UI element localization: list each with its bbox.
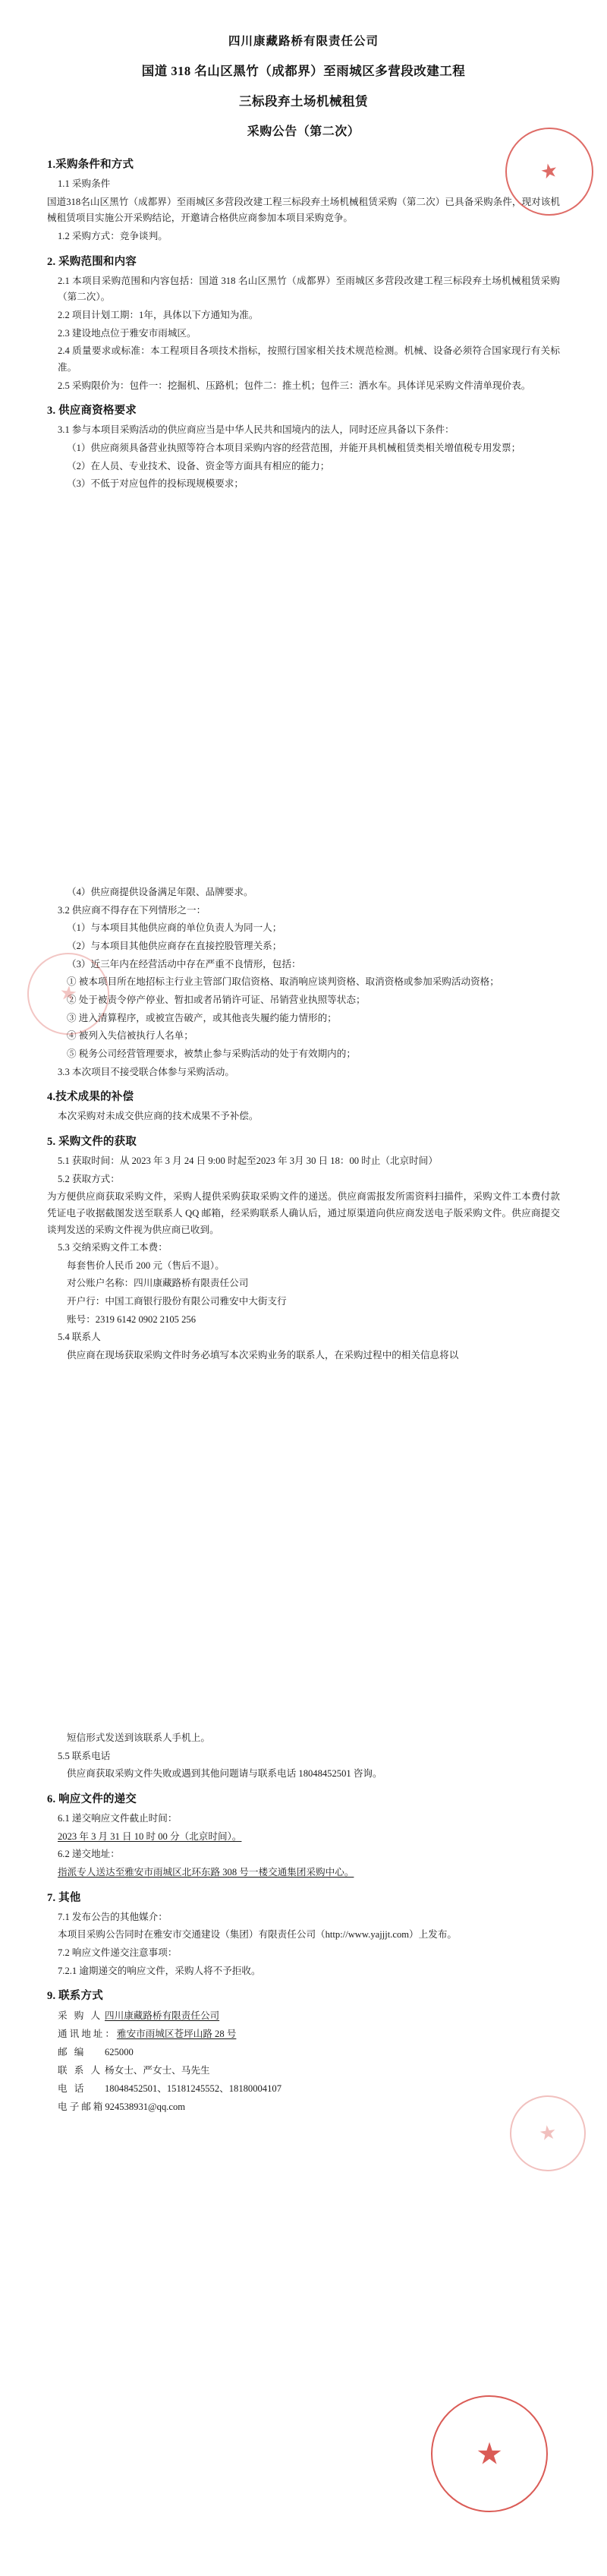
- section-3-item: 3.1 参与本项目采购活动的供应商应当是中华人民共和国境内的法人，同时还应具备以下条件：: [58, 424, 454, 436]
- seal-star-icon: ★: [538, 158, 561, 184]
- section-1-2-heading: 1.2 采购方式：竞争谈判。: [58, 230, 168, 241]
- section-2-heading: 2. 采购范围和内容: [47, 255, 137, 268]
- seal-star-icon: ★: [537, 2120, 558, 2146]
- section-5-2-heading: 5.2 获取方式：: [58, 1173, 120, 1184]
- contact-key: 联 系 人: [58, 2064, 103, 2076]
- section-5-5-text: 供应商获取采购文件失败或遇到其他问题请与联系电话 18048452501 咨询。: [67, 1768, 382, 1780]
- section-1-heading: 1.采购条件和方式: [47, 159, 134, 171]
- section-1-1-heading: 1.1 采购条件: [58, 178, 111, 189]
- document-page-1: [0, 0, 607, 839]
- document-page-2: [0, 839, 607, 1682]
- section-7-1-text: 本项目采购公告同时在雅安市交通建设（集团）有限责任公司（http://www.yajjjt.com）上发布。: [58, 1929, 458, 1941]
- section-6-2-heading: 6.2 递交地址：: [58, 1849, 120, 1860]
- section-3-item: （1）供应商须具备营业执照等符合本项目采购内容的经营范围，并能开具机械租赁类相关增值税专用发票；: [67, 442, 521, 453]
- section-5-2-text: 为方便供应商获取采购文件，采购人提供采购获取采购文件的递送。供应商需报发所需资料扫描件，采购文件工本费付款凭证电子收据截图发送至联系人 QQ 邮箱，经采购联系人确认后，通过原渠道向供应商发送电子版采购文件。供应商提交谈判发送的采购文件视为供应商已收到。: [47, 1191, 560, 1235]
- contact-row: [47, 2044, 560, 2062]
- section-3-2-item: ② 处于被责令停产停业、暂扣或者吊销许可证、吊销营业执照等状态；: [67, 994, 366, 1005]
- company-official-seal-icon: [431, 2395, 548, 2512]
- section-3-2-heading: 3.2 供应商不得存在下列情形之一：: [58, 904, 206, 916]
- contact-row: [47, 2098, 560, 2117]
- section-5-4-text: 供应商在现场获取采购文件时务必填写本次采购业务的联系人，在采购过程中的相关信息将以: [67, 1350, 459, 1361]
- contact-value: 625000: [105, 2047, 134, 2058]
- section-6-2-address: 指派专人送达至雅安市雨城区北环东路 308 号一楼交通集团采购中心。: [58, 1866, 354, 1878]
- section-9-heading: 9. 联系方式: [47, 1990, 103, 2003]
- seal-bottom-text: [515, 2155, 587, 2165]
- contact-value: 杨女士、严女士、马先生: [105, 2064, 210, 2076]
- section-5-3-item: 开户行：中国工商银行股份有限公司雅安中大街支行: [67, 1296, 287, 1307]
- section-3-2-item: ④ 被列入失信被执行人名单；: [67, 1030, 193, 1042]
- contact-key: 电 话: [58, 2083, 86, 2094]
- section-3-item: （2）在人员、专业技术、设备、资金等方面具有相应的能力；: [67, 460, 330, 471]
- document-page-3: [0, 1682, 607, 2576]
- contact-value: 四川康藏路桥有限责任公司: [105, 2010, 220, 2022]
- section-5-4-heading: 5.4 联系人: [58, 1332, 101, 1343]
- seal-star-icon: ★: [476, 2436, 503, 2471]
- contact-row: [47, 2007, 560, 2026]
- section-5-3-item: 账号：2319 6142 0902 2105 256: [67, 1313, 197, 1325]
- document-title-line-3: 采购公告（第二次）: [247, 125, 360, 138]
- document-title-line-2: 三标段弃土场机械租赁: [239, 94, 368, 109]
- section-7-2-text: 7.2.1 逾期递交的响应文件，采购人将不予拒收。: [58, 1965, 261, 1976]
- section-5-5-heading: 5.5 联系电话: [58, 1750, 111, 1761]
- section-7-heading: 7. 其他: [47, 1891, 81, 1904]
- section-2-item: 2.4 质量要求或标准：本工程项目各项技术指标，按照行国家相关技术规范检测。机械、设备必须符合国家现行有关标准。: [58, 345, 560, 373]
- section-5-3-heading: 5.3 交纳采购文件工本费：: [58, 1242, 168, 1253]
- seal-star-icon: ★: [58, 981, 79, 1006]
- section-3-3-text: 3.3 本次项目不接受联合体参与采购活动。: [58, 1066, 234, 1077]
- section-3-2-item: （3）近三年内在经营活动中存在严重不良情形，包括：: [67, 958, 301, 970]
- section-4-heading: 4.技术成果的补偿: [47, 1091, 134, 1104]
- section-3-2-item: ⑤ 税务公司经营管理要求，被禁止参与采购活动的处于有效期内的；: [67, 1048, 356, 1059]
- contact-value: 雅安市雨城区苍坪山路 28 号: [116, 2029, 237, 2040]
- section-6-heading: 6. 响应文件的递交: [47, 1792, 137, 1805]
- document-title-line-1: 国道 318 名山区黑竹（成都界）至雨城区多营段改建工程: [141, 64, 466, 78]
- section-5-4-text-continued: 短信形式发送到该联系人手机上。: [67, 1733, 210, 1743]
- section-2-item: 2.1 本项目采购范围和内容包括：国道 318 名山区黑竹（成都界）至雨城区多营段改建工程三标段弃土场机械租赁采购（第二次）。: [58, 275, 560, 303]
- section-2-item: 2.3 建设地点位于雅安市雨城区。: [58, 327, 197, 339]
- section-5-heading: 5. 采购文件的获取: [47, 1135, 137, 1148]
- section-7-1-heading: 7.1 发布公告的其他媒介：: [58, 1911, 168, 1922]
- contact-row: [47, 2026, 560, 2044]
- section-5-3-item: 对公账户名称：四川康藏路桥有限责任公司: [67, 1278, 249, 1289]
- section-3-2-item: （2）与本项目其他供应商存在直接控股管理关系；: [67, 940, 282, 951]
- section-5-1-text: 5.1 获取时间：从 2023 年 3 月 24 日 9:00 时起至2023 年 3月 30 日 18：00 时止（北京时间）: [58, 1155, 438, 1166]
- section-3-item: （3）不低于对应包件的投标现规模要求；: [67, 478, 244, 490]
- contact-row: [47, 2062, 560, 2080]
- section-1-1-text: 国道318名山区黑竹（成都界）至雨城区多营段改建工程三标段弃土场机械租赁采购（第二次）已具备采购条件，现对该机械租赁项目实施公开采购结论，开邀请合格供应商参加本项目采购竞争。: [47, 196, 560, 224]
- contact-row: [47, 2080, 560, 2098]
- contact-key: 邮 编: [58, 2047, 86, 2058]
- contact-key: 通讯地址：: [58, 2029, 117, 2040]
- section-3-2-item: （1）与本项目其他供应商的单位负责人为同一人；: [67, 922, 282, 934]
- contact-value[interactable]: 924538931@qq.com: [105, 2101, 186, 2112]
- section-2-item: 2.5 采购限价为：包件一：挖掘机、压路机；包件二：推土机；包件三：洒水车。具体详见采购文件清单现价表。: [58, 380, 531, 391]
- section-6-1-text: 6.1 递交响应文件截止时间：: [58, 1812, 178, 1824]
- document-company-name: 四川康藏路桥有限责任公司: [228, 35, 379, 48]
- section-4-text: 本次采购对未成交供应商的技术成果不予补偿。: [58, 1111, 259, 1122]
- section-3-2-item: ① 被本项目所在地招标主行业主管部门取信资格、取消响应谈判资格、取消资格或参加采购活动资格；: [67, 976, 499, 988]
- section-6-1-deadline: 2023 年 3 月 31 日 10 时 00 分（北京时间）。: [58, 1830, 242, 1842]
- section-3-item: （4）供应商提供设备满足年限、品牌要求。: [67, 887, 253, 897]
- contact-value: 18048452501、15181245552、18180004107: [105, 2083, 281, 2094]
- section-3-2-item: ③ 进入清算程序，或被宣告破产，或其他丧失履约能力情形的；: [67, 1012, 337, 1023]
- section-2-item: 2.2 项目计划工期：1年，具体以下方通知为准。: [58, 309, 259, 320]
- section-5-3-item: 每套售价人民币 200 元（售后不退）。: [67, 1260, 225, 1271]
- section-3-heading: 3. 供应商资格要求: [47, 405, 137, 418]
- contact-key: 采 购 人: [58, 2010, 103, 2022]
- section-7-2-heading: 7.2 响应文件递交注意事项：: [58, 1947, 178, 1958]
- contact-key: 电子邮箱: [58, 2101, 105, 2112]
